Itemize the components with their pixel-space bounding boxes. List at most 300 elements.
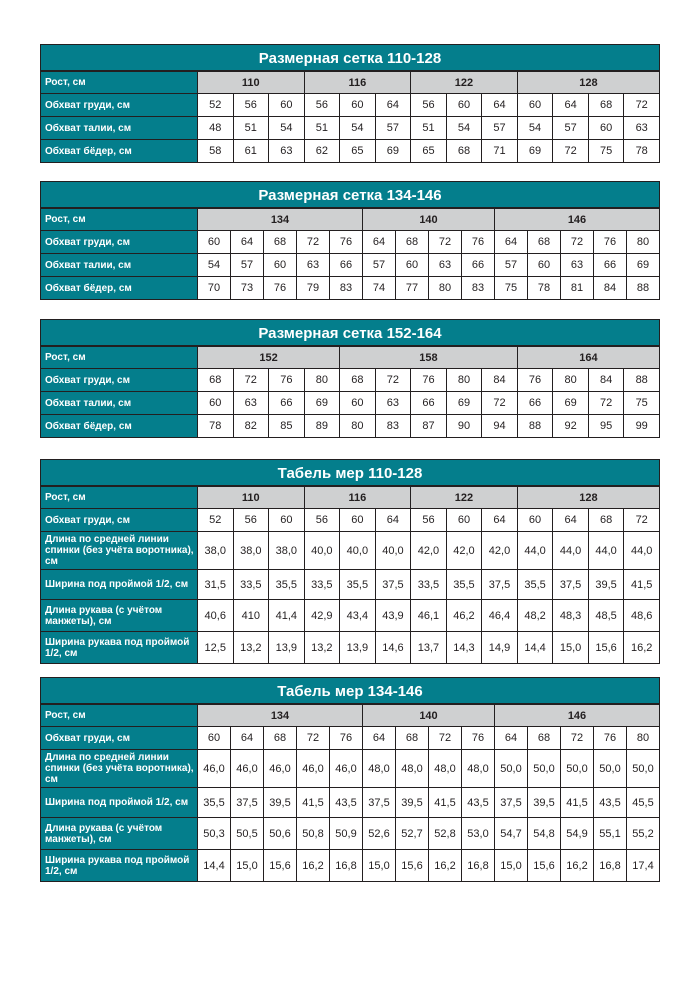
cell: 60 xyxy=(340,392,376,415)
cell: 60 xyxy=(340,509,376,532)
cell: 78 xyxy=(624,140,660,163)
height-value: 146 xyxy=(495,209,660,231)
cell: 63 xyxy=(269,140,305,163)
cell: 69 xyxy=(627,254,660,277)
cell: 38,0 xyxy=(269,532,305,570)
cell: 38,0 xyxy=(233,532,269,570)
cell: 50,8 xyxy=(297,818,330,850)
cell: 64 xyxy=(231,727,264,750)
cell: 57 xyxy=(495,254,528,277)
table-row xyxy=(41,850,660,882)
cell: 13,9 xyxy=(269,632,305,664)
cell: 40,0 xyxy=(340,532,376,570)
height-label: Рост, см xyxy=(41,209,198,231)
row-label: Длина рукава (с учётом манжеты), см xyxy=(41,600,198,632)
cell: 69 xyxy=(304,392,340,415)
cell: 60 xyxy=(340,94,376,117)
table-row xyxy=(41,727,660,750)
cell: 94 xyxy=(482,415,518,438)
cell: 65 xyxy=(340,140,376,163)
row-label: Обхват груди, см xyxy=(41,369,198,392)
cell: 48,5 xyxy=(588,600,624,632)
cell: 51 xyxy=(304,117,340,140)
table-row xyxy=(41,254,660,277)
cell: 72 xyxy=(482,392,518,415)
cell: 60 xyxy=(198,727,231,750)
cell: 83 xyxy=(375,415,411,438)
row-label: Обхват груди, см xyxy=(41,94,198,117)
cell: 43,5 xyxy=(594,788,627,818)
cell: 16,2 xyxy=(624,632,660,664)
cell: 72 xyxy=(297,727,330,750)
cell: 44,0 xyxy=(624,532,660,570)
cell: 41,5 xyxy=(429,788,462,818)
cell: 60 xyxy=(264,254,297,277)
cell: 78 xyxy=(198,415,234,438)
cell: 53,0 xyxy=(462,818,495,850)
cell: 80 xyxy=(429,277,462,300)
height-value: 128 xyxy=(517,72,659,94)
height-value: 128 xyxy=(517,487,659,509)
row-label: Ширина под проймой 1/2, см xyxy=(41,788,198,818)
cell: 64 xyxy=(231,231,264,254)
height-value: 164 xyxy=(517,347,659,369)
table-title: Размерная сетка 134-146 xyxy=(40,181,660,208)
height-value: 158 xyxy=(340,347,518,369)
cell: 14,3 xyxy=(446,632,482,664)
row-label: Ширина рукава под проймой 1/2, см xyxy=(41,850,198,882)
cell: 84 xyxy=(588,369,624,392)
row-label: Длина по средней линии спинки (без учёта воротника), см xyxy=(41,750,198,788)
cell: 92 xyxy=(553,415,589,438)
cell: 39,5 xyxy=(264,788,297,818)
cell: 76 xyxy=(594,231,627,254)
cell: 40,0 xyxy=(375,532,411,570)
cell: 410 xyxy=(233,600,269,632)
table-title: Размерная сетка 152-164 xyxy=(40,319,660,346)
table-title: Табель мер 134-146 xyxy=(40,677,660,704)
cell: 66 xyxy=(269,392,305,415)
cell: 76 xyxy=(269,369,305,392)
cell: 33,5 xyxy=(233,570,269,600)
cell: 72 xyxy=(561,231,594,254)
cell: 76 xyxy=(330,231,363,254)
cell: 33,5 xyxy=(411,570,447,600)
cell: 64 xyxy=(495,231,528,254)
cell: 15,6 xyxy=(396,850,429,882)
cell: 13,9 xyxy=(340,632,376,664)
cell: 83 xyxy=(462,277,495,300)
cell: 63 xyxy=(561,254,594,277)
cell: 99 xyxy=(624,415,660,438)
cell: 71 xyxy=(482,140,518,163)
cell: 14,4 xyxy=(517,632,553,664)
cell: 63 xyxy=(375,392,411,415)
cell: 61 xyxy=(233,140,269,163)
cell: 55,1 xyxy=(594,818,627,850)
cell: 82 xyxy=(233,415,269,438)
cell: 89 xyxy=(304,415,340,438)
cell: 68 xyxy=(588,509,624,532)
cell: 17,4 xyxy=(627,850,660,882)
cell: 46,0 xyxy=(198,750,231,788)
cell: 39,5 xyxy=(588,570,624,600)
cell: 52 xyxy=(198,509,234,532)
cell: 35,5 xyxy=(198,788,231,818)
cell: 68 xyxy=(264,727,297,750)
cell: 64 xyxy=(482,94,518,117)
cell: 15,0 xyxy=(363,850,396,882)
cell: 84 xyxy=(594,277,627,300)
cell: 50,0 xyxy=(528,750,561,788)
cell: 16,8 xyxy=(330,850,363,882)
cell: 57 xyxy=(363,254,396,277)
cell: 54 xyxy=(446,117,482,140)
cell: 64 xyxy=(553,94,589,117)
table-row xyxy=(41,788,660,818)
cell: 48,0 xyxy=(462,750,495,788)
cell: 68 xyxy=(446,140,482,163)
cell: 60 xyxy=(198,231,231,254)
cell: 95 xyxy=(588,415,624,438)
cell: 87 xyxy=(411,415,447,438)
measure-table-110-128 xyxy=(40,459,660,664)
cell: 64 xyxy=(375,509,411,532)
cell: 73 xyxy=(231,277,264,300)
table-row xyxy=(41,600,660,632)
cell: 68 xyxy=(588,94,624,117)
cell: 72 xyxy=(624,509,660,532)
cell: 68 xyxy=(396,231,429,254)
cell: 78 xyxy=(528,277,561,300)
cell: 60 xyxy=(269,509,305,532)
cell: 75 xyxy=(624,392,660,415)
cell: 51 xyxy=(411,117,447,140)
cell: 74 xyxy=(363,277,396,300)
cell: 48 xyxy=(198,117,234,140)
cell: 48,3 xyxy=(553,600,589,632)
cell: 80 xyxy=(553,369,589,392)
cell: 76 xyxy=(462,231,495,254)
cell: 60 xyxy=(396,254,429,277)
height-label: Рост, см xyxy=(41,705,198,727)
cell: 90 xyxy=(446,415,482,438)
row-label: Обхват талии, см xyxy=(41,392,198,415)
cell: 64 xyxy=(553,509,589,532)
cell: 72 xyxy=(429,231,462,254)
cell: 15,6 xyxy=(588,632,624,664)
cell: 76 xyxy=(411,369,447,392)
cell: 14,6 xyxy=(375,632,411,664)
cell: 57 xyxy=(553,117,589,140)
cell: 40,6 xyxy=(198,600,234,632)
height-value: 134 xyxy=(198,209,363,231)
table-row xyxy=(41,140,660,163)
cell: 50,0 xyxy=(561,750,594,788)
cell: 69 xyxy=(375,140,411,163)
cell: 37,5 xyxy=(495,788,528,818)
cell: 46,2 xyxy=(446,600,482,632)
cell: 76 xyxy=(462,727,495,750)
cell: 66 xyxy=(330,254,363,277)
cell: 80 xyxy=(627,727,660,750)
cell: 63 xyxy=(624,117,660,140)
cell: 88 xyxy=(517,415,553,438)
cell: 31,5 xyxy=(198,570,234,600)
cell: 41,5 xyxy=(561,788,594,818)
cell: 72 xyxy=(429,727,462,750)
cell: 51 xyxy=(233,117,269,140)
cell: 43,9 xyxy=(375,600,411,632)
cell: 56 xyxy=(233,509,269,532)
height-value: 116 xyxy=(304,487,411,509)
cell: 58 xyxy=(198,140,234,163)
cell: 70 xyxy=(198,277,231,300)
cell: 57 xyxy=(375,117,411,140)
cell: 42,9 xyxy=(304,600,340,632)
cell: 69 xyxy=(517,140,553,163)
cell: 44,0 xyxy=(588,532,624,570)
cell: 16,2 xyxy=(561,850,594,882)
cell: 56 xyxy=(304,94,340,117)
cell: 55,2 xyxy=(627,818,660,850)
cell: 13,7 xyxy=(411,632,447,664)
cell: 57 xyxy=(482,117,518,140)
cell: 60 xyxy=(517,509,553,532)
cell: 54 xyxy=(198,254,231,277)
cell: 84 xyxy=(482,369,518,392)
cell: 72 xyxy=(375,369,411,392)
cell: 54,8 xyxy=(528,818,561,850)
cell: 69 xyxy=(553,392,589,415)
cell: 63 xyxy=(233,392,269,415)
cell: 16,2 xyxy=(297,850,330,882)
cell: 38,0 xyxy=(198,532,234,570)
table-row xyxy=(41,117,660,140)
row-label: Обхват бёдер, см xyxy=(41,140,198,163)
cell: 37,5 xyxy=(375,570,411,600)
table-title: Размерная сетка 110-128 xyxy=(40,44,660,71)
cell: 46,0 xyxy=(297,750,330,788)
cell: 12,5 xyxy=(198,632,234,664)
size-grid-152-164 xyxy=(40,319,660,438)
table-row xyxy=(41,818,660,850)
cell: 66 xyxy=(411,392,447,415)
table-row xyxy=(41,277,660,300)
cell: 76 xyxy=(330,727,363,750)
table-row xyxy=(41,94,660,117)
cell: 80 xyxy=(340,415,376,438)
cell: 37,5 xyxy=(553,570,589,600)
cell: 46,0 xyxy=(264,750,297,788)
cell: 15,0 xyxy=(231,850,264,882)
cell: 72 xyxy=(561,727,594,750)
cell: 54 xyxy=(517,117,553,140)
cell: 60 xyxy=(446,94,482,117)
cell: 76 xyxy=(264,277,297,300)
height-value: 110 xyxy=(198,487,305,509)
cell: 66 xyxy=(517,392,553,415)
table-row xyxy=(41,509,660,532)
cell: 80 xyxy=(304,369,340,392)
height-value: 116 xyxy=(304,72,411,94)
height-value: 122 xyxy=(411,72,518,94)
cell: 33,5 xyxy=(304,570,340,600)
cell: 43,4 xyxy=(340,600,376,632)
row-label: Обхват бёдер, см xyxy=(41,415,198,438)
cell: 39,5 xyxy=(396,788,429,818)
cell: 60 xyxy=(517,94,553,117)
cell: 48,0 xyxy=(396,750,429,788)
row-label: Обхват талии, см xyxy=(41,254,198,277)
cell: 43,5 xyxy=(330,788,363,818)
cell: 60 xyxy=(198,392,234,415)
cell: 68 xyxy=(264,231,297,254)
cell: 68 xyxy=(528,727,561,750)
cell: 54 xyxy=(340,117,376,140)
cell: 63 xyxy=(429,254,462,277)
cell: 56 xyxy=(411,509,447,532)
cell: 13,2 xyxy=(233,632,269,664)
cell: 62 xyxy=(304,140,340,163)
cell: 72 xyxy=(233,369,269,392)
cell: 41,5 xyxy=(297,788,330,818)
cell: 46,1 xyxy=(411,600,447,632)
cell: 85 xyxy=(269,415,305,438)
cell: 40,0 xyxy=(304,532,340,570)
size-grid-134-146 xyxy=(40,181,660,300)
cell: 52 xyxy=(198,94,234,117)
cell: 46,0 xyxy=(231,750,264,788)
cell: 65 xyxy=(411,140,447,163)
cell: 68 xyxy=(340,369,376,392)
cell: 37,5 xyxy=(231,788,264,818)
cell: 42,0 xyxy=(446,532,482,570)
cell: 41,4 xyxy=(269,600,305,632)
cell: 35,5 xyxy=(517,570,553,600)
cell: 76 xyxy=(517,369,553,392)
cell: 50,5 xyxy=(231,818,264,850)
cell: 63 xyxy=(297,254,330,277)
cell: 80 xyxy=(446,369,482,392)
height-value: 146 xyxy=(495,705,660,727)
cell: 16,8 xyxy=(462,850,495,882)
cell: 79 xyxy=(297,277,330,300)
cell: 45,5 xyxy=(627,788,660,818)
table-row xyxy=(41,570,660,600)
cell: 66 xyxy=(594,254,627,277)
cell: 15,6 xyxy=(528,850,561,882)
table-row xyxy=(41,231,660,254)
cell: 68 xyxy=(396,727,429,750)
cell: 64 xyxy=(495,727,528,750)
height-label: Рост, см xyxy=(41,347,198,369)
cell: 35,5 xyxy=(446,570,482,600)
row-label: Ширина рукава под проймой 1/2, см xyxy=(41,632,198,664)
row-label: Длина по средней линии спинки (без учёта воротника), см xyxy=(41,532,198,570)
cell: 37,5 xyxy=(482,570,518,600)
cell: 83 xyxy=(330,277,363,300)
cell: 14,9 xyxy=(482,632,518,664)
cell: 69 xyxy=(446,392,482,415)
cell: 50,0 xyxy=(495,750,528,788)
cell: 48,2 xyxy=(517,600,553,632)
height-value: 152 xyxy=(198,347,340,369)
cell: 77 xyxy=(396,277,429,300)
table-row xyxy=(41,532,660,570)
measure-table-134-146 xyxy=(40,677,660,882)
cell: 13,2 xyxy=(304,632,340,664)
cell: 41,5 xyxy=(624,570,660,600)
height-value: 140 xyxy=(363,705,495,727)
cell: 54 xyxy=(269,117,305,140)
height-value: 140 xyxy=(363,209,495,231)
cell: 64 xyxy=(363,727,396,750)
cell: 75 xyxy=(588,140,624,163)
table-row xyxy=(41,415,660,438)
cell: 60 xyxy=(528,254,561,277)
cell: 60 xyxy=(446,509,482,532)
cell: 80 xyxy=(627,231,660,254)
cell: 72 xyxy=(553,140,589,163)
cell: 37,5 xyxy=(363,788,396,818)
cell: 54,9 xyxy=(561,818,594,850)
cell: 42,0 xyxy=(482,532,518,570)
table-row xyxy=(41,750,660,788)
table-row xyxy=(41,369,660,392)
cell: 64 xyxy=(482,509,518,532)
cell: 81 xyxy=(561,277,594,300)
cell: 50,9 xyxy=(330,818,363,850)
cell: 50,6 xyxy=(264,818,297,850)
cell: 35,5 xyxy=(269,570,305,600)
cell: 50,3 xyxy=(198,818,231,850)
cell: 44,0 xyxy=(517,532,553,570)
cell: 16,8 xyxy=(594,850,627,882)
table-row xyxy=(41,632,660,664)
row-label: Обхват бёдер, см xyxy=(41,277,198,300)
cell: 15,6 xyxy=(264,850,297,882)
cell: 60 xyxy=(588,117,624,140)
cell: 72 xyxy=(297,231,330,254)
cell: 54,7 xyxy=(495,818,528,850)
row-label: Обхват талии, см xyxy=(41,117,198,140)
row-label: Обхват груди, см xyxy=(41,231,198,254)
row-label: Обхват груди, см xyxy=(41,727,198,750)
height-value: 134 xyxy=(198,705,363,727)
cell: 52,8 xyxy=(429,818,462,850)
cell: 56 xyxy=(304,509,340,532)
cell: 57 xyxy=(231,254,264,277)
cell: 48,0 xyxy=(363,750,396,788)
cell: 52,7 xyxy=(396,818,429,850)
cell: 56 xyxy=(411,94,447,117)
cell: 75 xyxy=(495,277,528,300)
size-grid-110-128 xyxy=(40,44,660,163)
cell: 15,0 xyxy=(553,632,589,664)
cell: 46,0 xyxy=(330,750,363,788)
cell: 48,0 xyxy=(429,750,462,788)
cell: 52,6 xyxy=(363,818,396,850)
cell: 46,4 xyxy=(482,600,518,632)
cell: 64 xyxy=(363,231,396,254)
cell: 43,5 xyxy=(462,788,495,818)
height-label: Рост, см xyxy=(41,72,198,94)
table-title: Табель мер 110-128 xyxy=(40,459,660,486)
row-label: Ширина под проймой 1/2, см xyxy=(41,570,198,600)
cell: 76 xyxy=(594,727,627,750)
table-row xyxy=(41,392,660,415)
